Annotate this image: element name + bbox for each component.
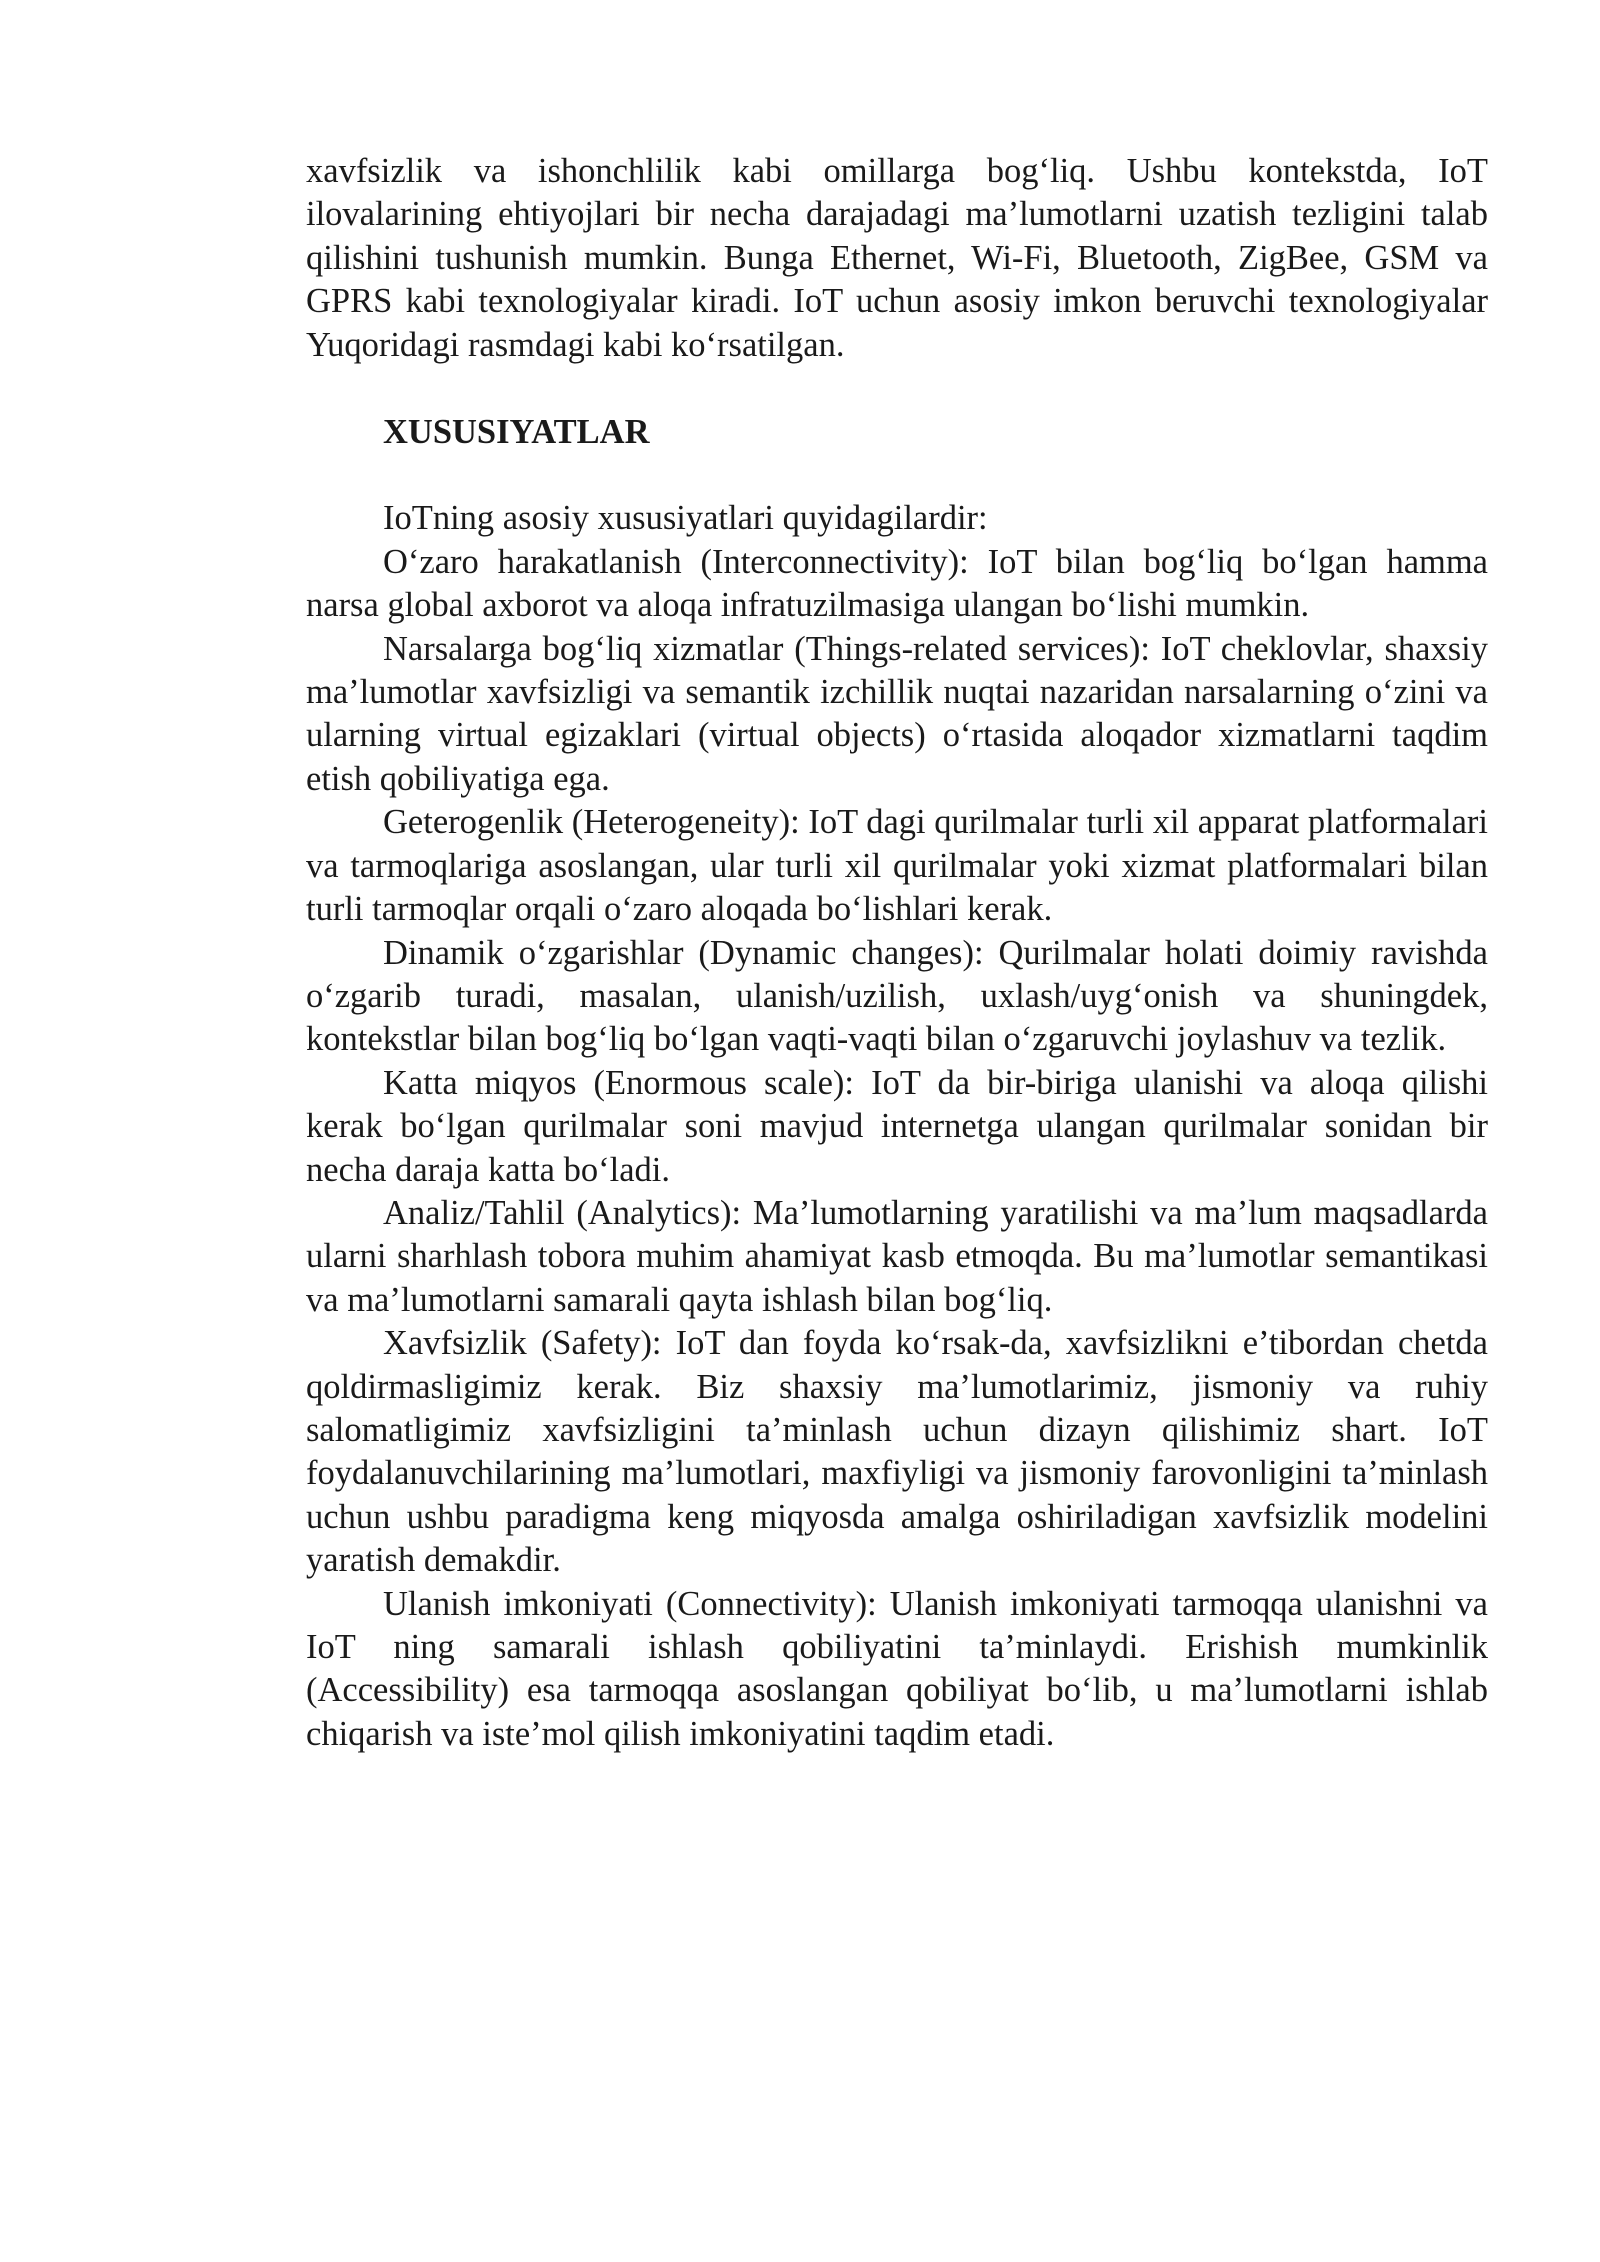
feature-interconnectivity: O‘zaro harakatlanish (Interconnectivity): IoT bilan bog‘liq bo‘lgan hamma narsa global axborot va aloqa infratuzilmasiga ulangan bo‘lishi mumkin.: [306, 542, 1488, 625]
document-page: [306, 150, 1488, 1756]
feature-enormous-scale: Katta miqyos (Enormous scale): IoT da bir-biriga ulanishi va aloqa qilishi kerak bo‘lgan qurilmalar soni mavjud internetga ulangan qurilmalar sonidan bir necha daraja katta bo‘ladi.: [306, 1063, 1488, 1189]
section-heading: XUSUSIYATLAR: [383, 413, 650, 452]
feature-safety: Xavfsizlik (Safety): IoT dan foyda ko‘rsak-da, xavfsizlikni e’tibordan chetda qoldirmasligimiz kerak. Biz shaxsiy ma’lumotlarimiz, jismoniy va ruhiy salomatligimiz xavfsizligini ta’minlash uchun dizayn qilishimiz shart. IoT foydalanuvchilarining ma’lumotlari, maxfiyligi va jismoniy farovonligini ta’minlash uchun ushbu paradigma keng miqyosda amalga oshiriladigan xavfsizlik modelini yaratish demakdir.: [306, 1324, 1488, 1580]
feature-heterogeneity: Geterogenlik (Heterogeneity): IoT dagi qurilmalar turli xil apparat platformalari va tarmoqlariga asoslangan, ular turli xil qurilmalar yoki xizmat platformalari bilan turli tarmoqlar orqali o‘zaro aloqada bo‘lishlari kerak.: [306, 803, 1488, 929]
feature-things-related-services: Narsalarga bog‘liq xizmatlar (Things-related services): IoT cheklovlar, shaxsiy ma’lumotlar xavfsizligi va semantik izchillik nuqtai nazaridan narsalarning o‘zini va ularning virtual egizaklari (virtual objects) o‘rtasida aloqador xizmatlarni taqdim etish qobiliyatiga ega.: [306, 629, 1488, 798]
feature-connectivity: Ulanish imkoniyati (Connectivity): Ulanish imkoniyati tarmoqqa ulanishni va IoT ning samarali ishlash qobiliyatini ta’minlaydi. Erishish mumkinlik (Accessibility) esa tarmoqqa asoslangan qobiliyat bo‘lib, u ma’lumotlarni ishlab chiqarish va iste’mol qilish imkoniyatini taqdim etadi.: [306, 1584, 1488, 1753]
intro-paragraph: xavfsizlik va ishonchlilik kabi omillarga bog‘liq. Ushbu kontekstda, IoT ilovalarining ehtiyojlari bir necha darajadagi ma’lumotlarni uzatish tezligini talab qilishini tushunish mumkin. Bunga Ethernet, Wi-Fi, Bluetooth, ZigBee, GSM va GPRS kabi texnologiyalar kiradi. IoT uchun asosiy imkon beruvchi texnologiyalar Yuqoridagi rasmdagi kabi ko‘rsatilgan.: [306, 152, 1488, 364]
feature-analytics: Analiz/Tahlil (Analytics): Ma’lumotlarning yaratilishi va ma’lum maqsadlarda ularni sharhlash tobora muhim ahamiyat kasb etmoqda. Bu ma’lumotlar semantikasi va ma’lumotlarni samarali qayta ishlash bilan bog‘liq.: [306, 1193, 1488, 1319]
lead-in-paragraph: IoTning asosiy xususiyatlari quyidagilardir:: [383, 499, 988, 538]
feature-dynamic-changes: Dinamik o‘zgarishlar (Dynamic changes): Qurilmalar holati doimiy ravishda o‘zgarib turadi, masalan, ulanish/uzilish, uxlash/uyg‘onish va shuningdek, kontekstlar bilan bog‘liq bo‘lgan vaqti-vaqti bilan o‘zgaruvchi joylashuv va tezlik.: [306, 933, 1488, 1059]
